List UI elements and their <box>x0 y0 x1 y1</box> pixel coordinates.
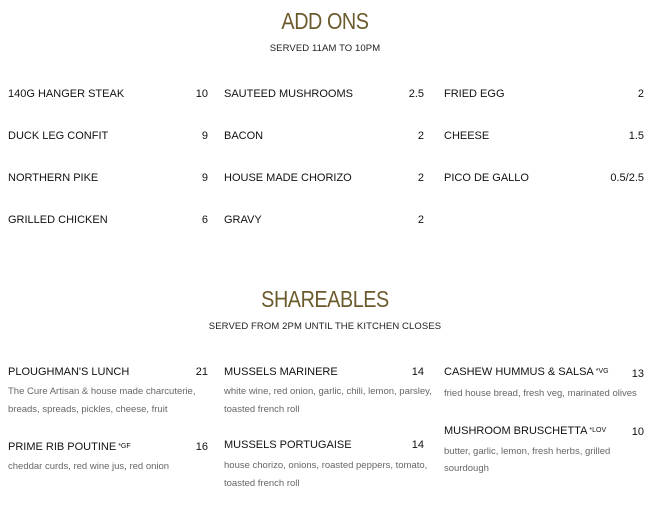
shareable-desc: The Cure Artisan & house made charcuterie, <box>8 386 196 397</box>
addon-price: 10 <box>195 88 208 100</box>
addon-price: 9 <box>201 172 208 184</box>
shareable-desc: toasted french roll <box>224 478 300 489</box>
shareable-price: 16 <box>195 441 208 453</box>
addon-price: 2 <box>637 88 644 100</box>
shareable-desc: butter, garlic, lemon, fresh herbs, grilled <box>444 446 611 457</box>
addons-title: ADD ONS <box>281 8 369 34</box>
shareable-desc: breads, spreads, pickles, cheese, fruit <box>8 404 168 415</box>
shareable-price: 14 <box>411 366 424 378</box>
shareable-price: 10 <box>631 426 644 438</box>
addon-name: NORTHERN PIKE <box>8 172 99 184</box>
addon-name: SAUTEED MUSHROOMS <box>224 88 353 100</box>
addon-name: HOUSE MADE CHORIZO <box>224 172 352 184</box>
addon-price: 0.5/2.5 <box>610 172 644 184</box>
addon-name: GRAVY <box>224 214 262 226</box>
addon-price: 2.5 <box>408 88 424 100</box>
shareable-desc: toasted french roll <box>224 404 300 415</box>
addon-name: FRIED EGG <box>444 88 505 100</box>
shareable-desc: fried house bread, fresh veg, marinated olives <box>444 388 637 399</box>
addon-price: 1.5 <box>628 130 644 142</box>
shareable-name: PLOUGHMAN'S LUNCH <box>8 366 130 378</box>
addon-price: 9 <box>201 130 208 142</box>
shareable-name: MUSSELS PORTUGAISE <box>224 439 352 451</box>
shareable-desc: cheddar curds, red wine jus, red onion <box>8 461 170 472</box>
addon-price: 6 <box>201 214 208 226</box>
addons-subtitle: SERVED 11AM TO 10PM <box>269 43 381 54</box>
shareable-name: PRIME RIB POUTINE *GF <box>8 441 131 453</box>
shareable-name: CASHEW HUMMUS & SALSA *VG <box>444 366 609 378</box>
addon-name: BACON <box>224 130 264 142</box>
shareable-price: 21 <box>195 366 208 378</box>
addon-name: CHEESE <box>444 130 490 142</box>
addon-price: 2 <box>417 130 424 142</box>
addon-name: DUCK LEG CONFIT <box>8 130 109 142</box>
addon-price: 2 <box>417 172 424 184</box>
shareable-name: MUSHROOM BRUSCHETTA *LOV <box>444 425 607 437</box>
shareable-price: 13 <box>631 368 644 380</box>
addon-name: GRILLED CHICKEN <box>8 214 108 226</box>
shareable-price: 14 <box>411 439 424 451</box>
shareable-desc: sourdough <box>444 463 489 474</box>
shareable-name: MUSSELS MARINERE <box>224 366 338 378</box>
shareables-subtitle: SERVED FROM 2PM UNTIL THE KITCHEN CLOSES <box>208 321 442 332</box>
addon-price: 2 <box>417 214 424 226</box>
shareables-title: SHAREABLES <box>261 286 389 312</box>
addon-name: PICO DE GALLO <box>444 172 529 184</box>
addon-name: 140G HANGER STEAK <box>8 88 125 100</box>
shareable-desc: house chorizo, onions, roasted peppers, tomato, <box>224 460 428 471</box>
shareable-desc: white wine, red onion, garlic, chili, lemon, parsley, <box>224 386 432 397</box>
